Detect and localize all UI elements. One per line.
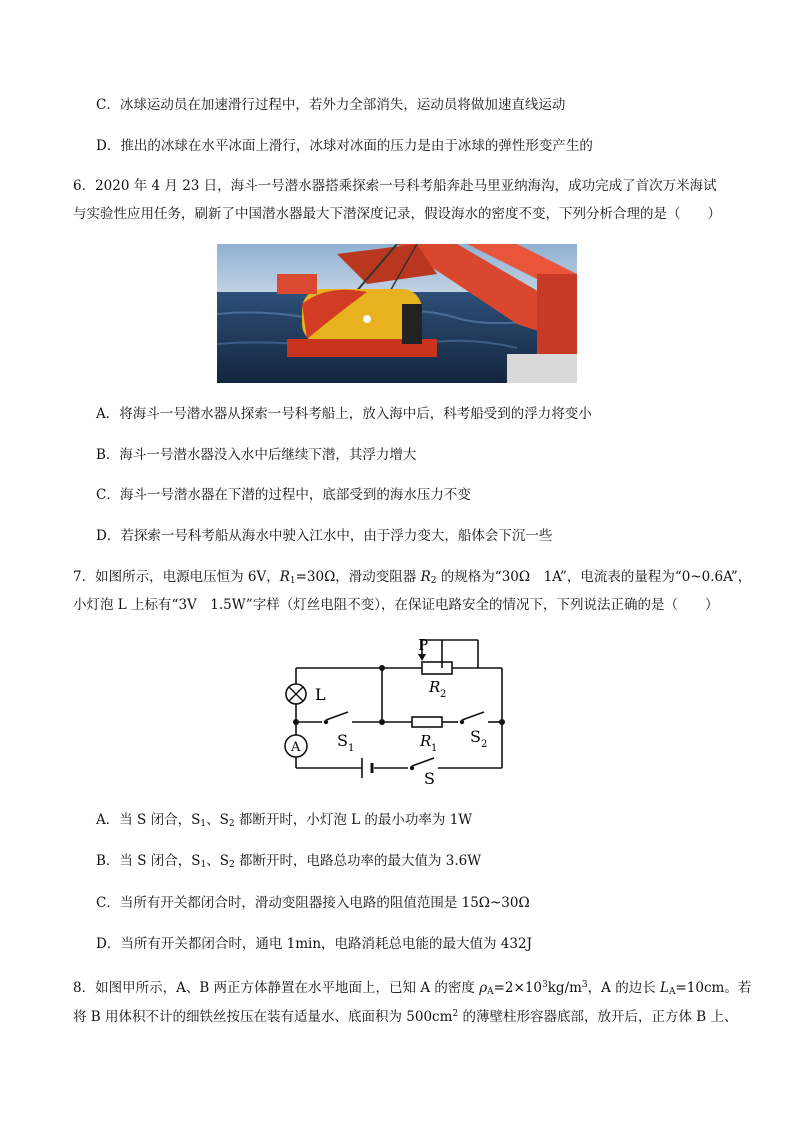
- q6-option-a: A．将海斗一号潜水器从探索一号科考船上，放入海中后，科考船受到的浮力将变小: [96, 406, 592, 422]
- q5-option-c: C．冰球运动员在加速滑行过程中，若外力全部消失，运动员将做加速直线运动: [96, 97, 566, 113]
- label-s2-sub: 2: [481, 739, 488, 750]
- q6-option-c: C．海斗一号潜水器在下潜的过程中，底部受到的海水压力不变: [96, 487, 471, 503]
- q7-stem-line2: 小灯泡 L 上标有“3V 1.5W”字样（灯丝电阻不变），在保证电路安全的情况下，下列说法正确的是（ ）: [73, 597, 719, 613]
- label-s1-sub: 1: [348, 743, 355, 754]
- q6-option-d: D．若探索一号科考船从海水中驶入江水中，由于浮力变大，船体会下沉一些: [96, 528, 553, 544]
- label-s2: S: [470, 727, 481, 746]
- q8-stem-line2: 将 B 用体积不计的细铁丝按压在装有适量水、底面积为 $500cm^2$ 的薄壁柱形容器底部，放开后，正方体 B 上、: [73, 1009, 738, 1025]
- submersible-photo: [217, 244, 577, 383]
- q5-option-d: D．推出的冰球在水平冰面上滑行，冰球对冰面的压力是由于冰球的弹性形变产生的: [96, 138, 593, 154]
- q7-stem-line1: 7．如图所示，电源电压恒为 6V，$R_1=30\Omega$，滑动变阻器 $R_2$ 的规格为“30Ω 1A”，电流表的量程为“0~0.6A”，: [73, 569, 752, 586]
- q7-option-b: B．当 S 闭合，$S_1$、$S_2$ 都断开时，电路总功率的最大值为 3.6W: [96, 853, 482, 870]
- label-r2-sub: 2: [440, 689, 447, 700]
- label-s1: S: [337, 731, 348, 750]
- label-r1-sub: 1: [431, 743, 438, 754]
- label-r2: R: [429, 678, 441, 696]
- q6-option-b: B．海斗一号潜水器没入水中后继续下潜，其浮力增大: [96, 447, 417, 463]
- label-a: A: [291, 740, 301, 755]
- q6-stem-line2: 与实验性应用任务，刷新了中国潜水器最大下潜深度记录，假设海水的密度不变，下列分析合理的是（ ）: [73, 206, 721, 222]
- circuit-diagram: [282, 636, 518, 786]
- label-l: L: [315, 685, 326, 704]
- label-s: S: [424, 769, 435, 786]
- q6-stem-line1: 6．2020 年 4 月 23 日，海斗一号潜水器搭乘探索一号科考船奔赴马里亚纳海沟，成功完成了首次万米海试: [73, 178, 717, 194]
- label-p: P: [418, 636, 429, 654]
- label-r1: R: [420, 732, 432, 750]
- q7-option-a: A．当 S 闭合，$S_1$、$S_2$ 都断开时，小灯泡 L 的最小功率为 1W: [96, 812, 473, 829]
- q7-option-d: D．当所有开关都闭合时，通电 1min，电路消耗总电能的最大值为 432J: [96, 936, 532, 952]
- q7-option-c: C．当所有开关都闭合时，滑动变阻器接入电路的阻值范围是 15Ω~30Ω: [96, 895, 530, 911]
- q8-stem-line1: 8．如图甲所示，A、B 两正方体静置在水平地面上，已知 A 的密度 $\rho_A=2\times 10^3kg/m^3$，A 的边长 $L_A=10cm$。若: [73, 980, 752, 997]
